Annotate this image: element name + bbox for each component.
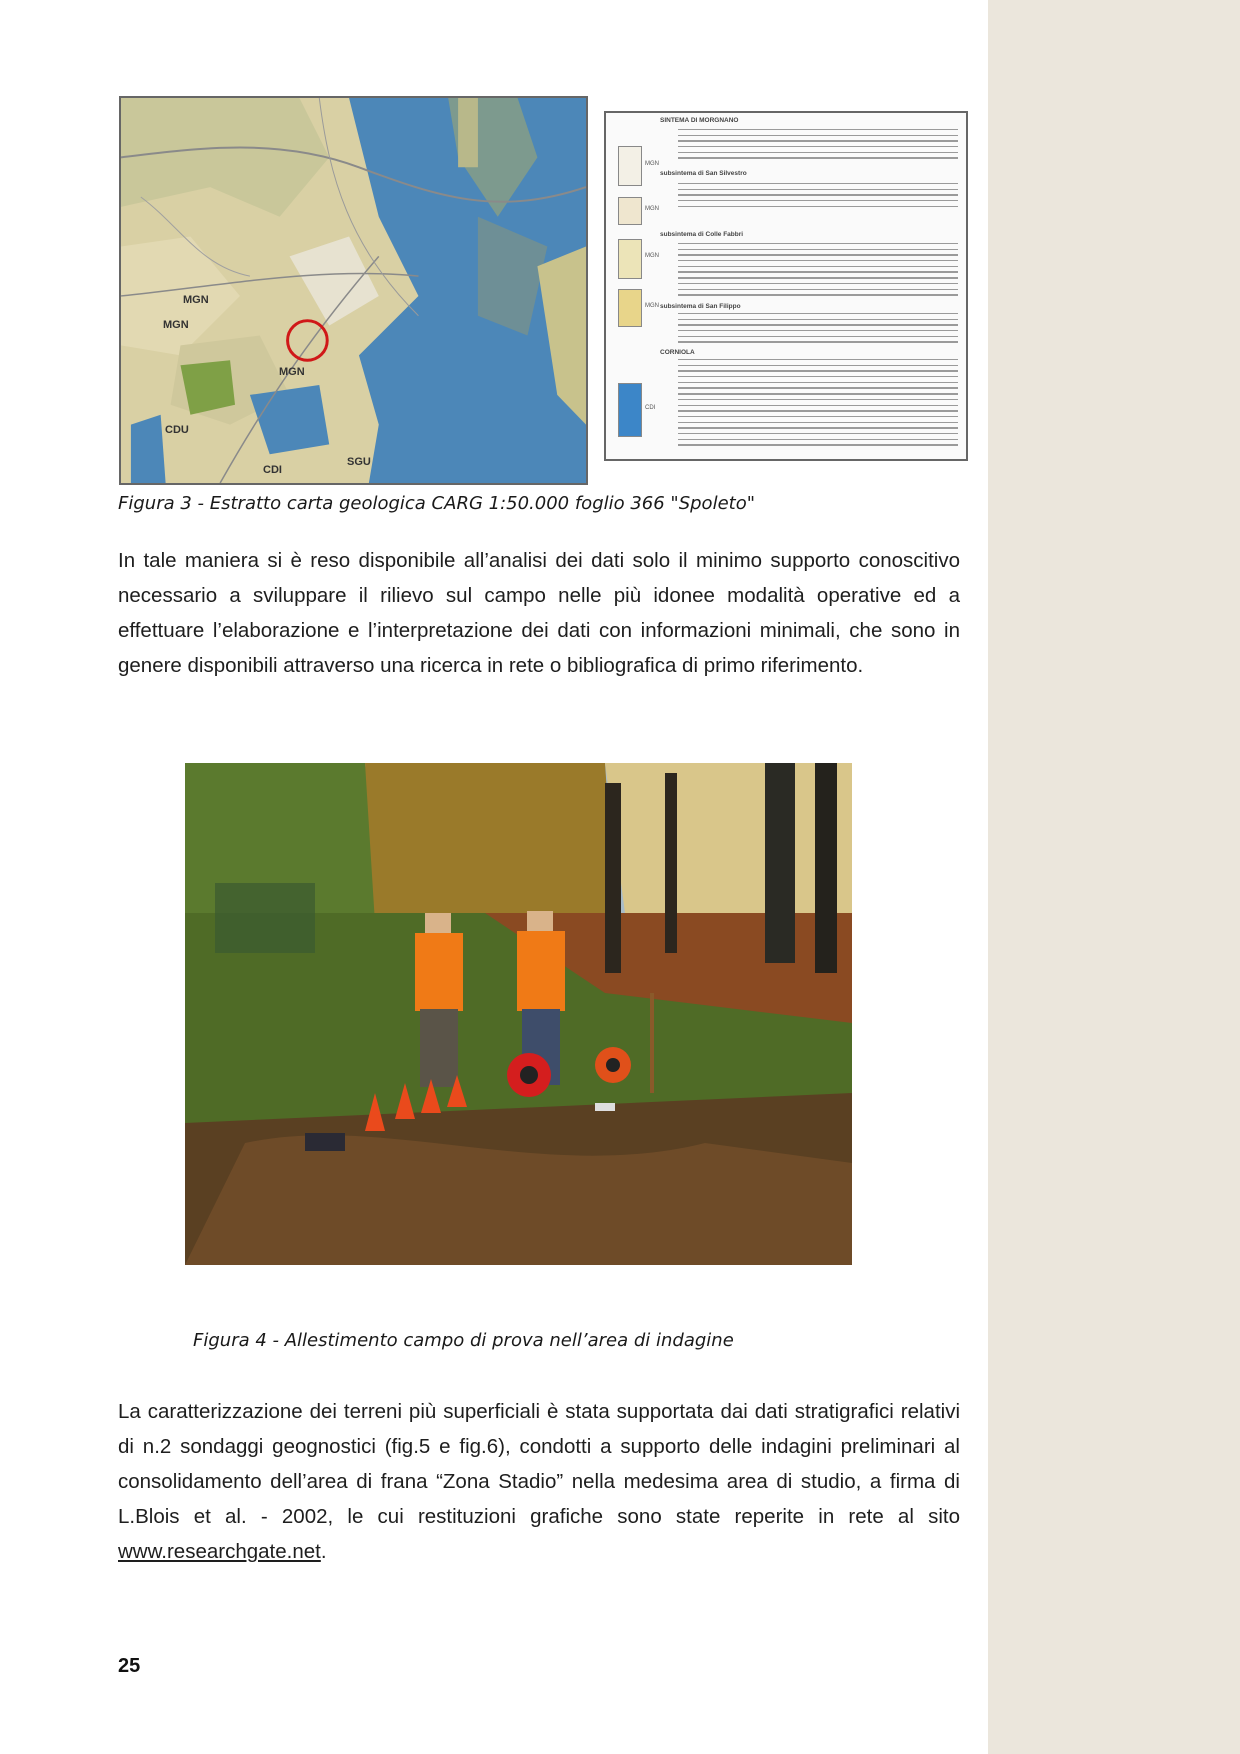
legend-code: MGN: [645, 206, 659, 212]
map-label: MGN: [183, 294, 209, 306]
paragraph-end: .: [320, 1540, 327, 1563]
legend-swatch: [618, 383, 642, 437]
map-label: MGN: [163, 319, 189, 331]
legend-title: SINTEMA DI MORGNANO: [660, 117, 739, 124]
legend-text-lines: [678, 313, 958, 347]
body-paragraph: In tale maniera si è reso disponibile all’analisi dei dati solo il minimo supporto conoscitivo necessario a sviluppare il rilievo sul campo nelle più idonee modalità operative ed a effettuare l’elaborazione e l’interpretazione dei dati con informazioni minimali, che sono in genere disponibili attraverso una ricerca in rete o bibliografica di primo riferimento.: [118, 549, 960, 677]
legend-text-lines: [678, 243, 958, 300]
map-label: MGN: [279, 366, 305, 378]
legend-code: MGN: [645, 161, 659, 167]
page-number: 25: [118, 1655, 141, 1677]
page-side-band: [988, 0, 1240, 1754]
legend-text-lines: [678, 129, 958, 163]
legend-code: MGN: [645, 253, 659, 259]
geological-map-legend: [604, 111, 968, 461]
map-label: CDU: [165, 424, 189, 436]
legend-swatch: [618, 197, 642, 225]
geological-map-image: [119, 96, 588, 485]
map-label: CDI: [263, 464, 282, 476]
legend-swatch: [618, 239, 642, 279]
legend-text-lines: [678, 183, 958, 211]
legend-code: MGN: [645, 303, 659, 309]
legend-code: CDI: [645, 405, 656, 411]
legend-title: subsintema di San Filippo: [660, 303, 741, 310]
legend-title: subsintema di Colle Fabbri: [660, 231, 744, 238]
figure-3-caption: Figura 3 - Estratto carta geologica CARG 1:50.000 foglio 366 "Spoleto": [118, 493, 755, 514]
legend-swatch: [618, 146, 642, 186]
legend-title: CORNIOLA: [660, 349, 695, 356]
paragraph-text: La caratterizzazione dei terreni più superficiali è stata supportata dai dati stratigrafici relativi di n.2 sondaggi geognostici (fig.5 e fig.6), condotti a supporto delle indagini preliminari al consolidamento dell’area di frana “Zona Stadio” nella medesima area di studio, a firma di L.Blois et al. - 2002, le cui restituzioni grafiche sono state reperite in rete al sito: [118, 1400, 960, 1528]
body-paragraph: [118, 1394, 960, 1569]
legend-text-lines: [678, 359, 958, 450]
researchgate-link[interactable]: www.researchgate.net: [118, 1540, 321, 1563]
figure-4-caption: Figura 4 - Allestimento campo di prova nell’area di indagine: [193, 1330, 734, 1351]
legend-title: subsintema di San Silvestro: [660, 170, 747, 177]
map-label: SGU: [347, 456, 371, 468]
field-test-photo: [185, 763, 852, 1265]
legend-swatch: [618, 289, 642, 327]
